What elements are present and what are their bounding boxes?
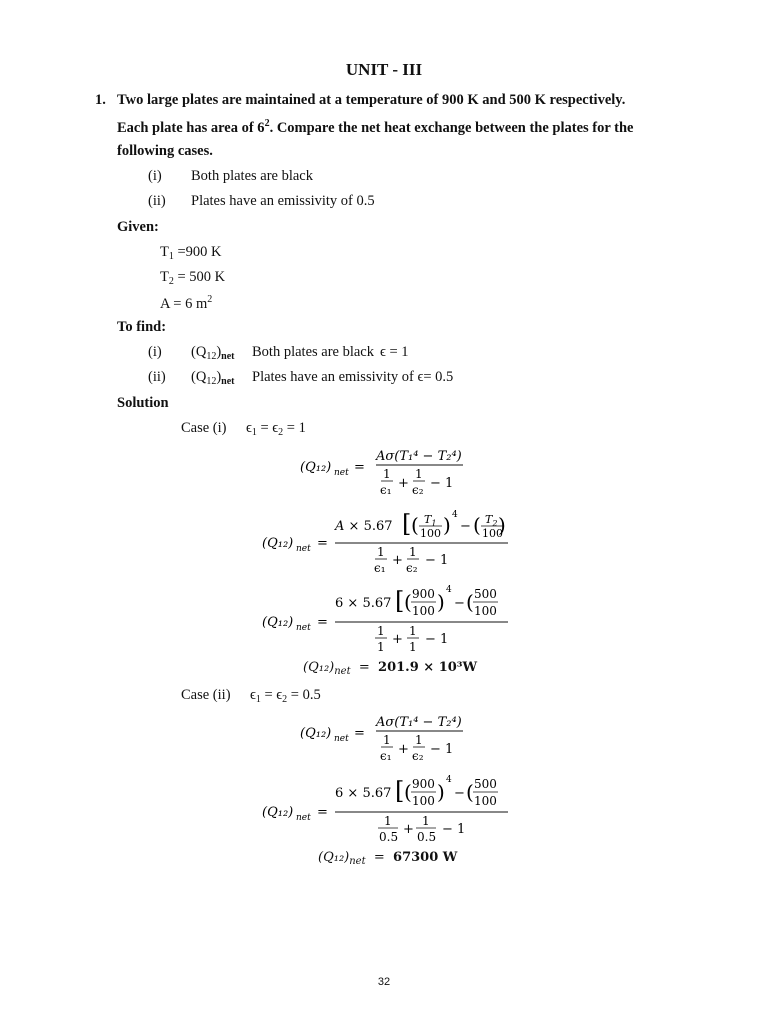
svg-text:6 × 5.67: 6 × 5.67 — [335, 596, 392, 611]
svg-text:net: net — [296, 544, 311, 554]
svg-text:+: + — [403, 822, 414, 837]
svg-text:100: 100 — [474, 604, 497, 618]
question-line-3: following cases. — [117, 143, 213, 159]
eq-lhs: (Q₁₂) — [300, 460, 332, 475]
value-500: 500 — [474, 587, 497, 601]
given-t1: $T_1 =900$ K — [160, 244, 222, 262]
svg-text:): ) — [498, 513, 506, 537]
svg-text:100: 100 — [412, 794, 435, 808]
svg-text:+: + — [398, 476, 409, 491]
svg-text:ϵ₂: ϵ₂ — [406, 561, 418, 575]
svg-text:(: ( — [473, 513, 481, 537]
value-900: 900 — [412, 587, 435, 601]
find-desc: Both plates are black — [252, 344, 374, 360]
case1-condition: $\epsilon_1 = \epsilon_2 = 1$ — [246, 420, 306, 438]
question-line-2: Each plate has area of $6^2$. Compare the net heat exchange between the plates for the — [117, 118, 634, 136]
svg-text:(Q₁₂): (Q₁₂) — [262, 536, 294, 551]
svg-text:ϵ₁: ϵ₁ — [374, 561, 386, 575]
svg-text:1: 1 — [415, 467, 423, 481]
find-number: (i) — [148, 344, 162, 360]
svg-text:[: [ — [395, 777, 405, 805]
svg-text:=: = — [354, 726, 365, 741]
svg-text:(Q₁₂): (Q₁₂) — [300, 726, 332, 741]
svg-text:0.5: 0.5 — [379, 830, 399, 844]
svg-text:1: 1 — [409, 640, 417, 654]
eq-net: net — [334, 468, 349, 478]
svg-text:T1: $T_1$ — [424, 513, 437, 528]
svg-text:1: 1 — [409, 624, 417, 638]
svg-text:4: 4 — [446, 775, 452, 785]
unit-title: UNIT - III — [345, 60, 423, 79]
svg-text:net: net — [296, 813, 311, 823]
page-number: 32 — [377, 976, 391, 988]
svg-text:+: + — [392, 553, 403, 568]
svg-text:[: [ — [402, 510, 412, 538]
svg-text:): ) — [437, 780, 445, 804]
svg-text:=: = — [354, 460, 365, 475]
svg-text:100: 100 — [420, 527, 441, 540]
svg-text:− 1: − 1 — [442, 822, 466, 837]
svg-text:6 × 5.67: 6 × 5.67 — [335, 786, 392, 801]
svg-text:(: ( — [411, 513, 419, 537]
question-number: 1. — [95, 92, 106, 108]
eq-numerator: Aσ(T₁⁴ − T₂⁴) — [376, 449, 462, 464]
solution-heading: Solution — [117, 395, 169, 411]
question-line-1: Two large plates are maintained at a temperature of 900 K and 500 K respectively. — [117, 92, 626, 108]
svg-text:− 1: − 1 — [430, 742, 454, 757]
svg-text:4: 4 — [452, 510, 458, 520]
svg-text:− 1: − 1 — [425, 632, 449, 647]
to-find-heading: To find: — [117, 319, 167, 335]
result-value: 67300 W — [393, 850, 458, 865]
svg-text:(Q₁₂): (Q₁₂) — [262, 615, 294, 630]
svg-text:−: − — [454, 786, 465, 801]
svg-text:(: ( — [404, 590, 412, 614]
find-cond: ϵ = 1 — [380, 344, 409, 360]
svg-text:1: 1 — [422, 814, 430, 828]
svg-text:500: 500 — [474, 777, 497, 791]
eq-eps2: ϵ₂ — [412, 483, 424, 497]
case2-label: Case (ii) — [181, 687, 231, 703]
svg-text:[: [ — [395, 587, 405, 615]
svg-text:): ) — [437, 590, 445, 614]
equation-general-case2 — [300, 710, 470, 764]
svg-text:−: − — [454, 596, 465, 611]
equation-expanded-case1 — [262, 505, 510, 575]
result-case1: $(Q_{12})_{net} = 201.9 \times 10^3W$ — [303, 660, 478, 677]
given-t2: $T_2 = 500$ K — [160, 269, 226, 287]
svg-text:=: = — [317, 536, 328, 551]
result-value: 201.9 × 10³W — [378, 660, 478, 675]
svg-text:(: ( — [404, 780, 412, 804]
svg-text:100: 100 — [474, 794, 497, 808]
case-number: (ii) — [148, 193, 166, 209]
svg-text:0.5: 0.5 — [417, 830, 437, 844]
svg-text:Aσ(T₁⁴ − T₂⁴): Aσ(T₁⁴ − T₂⁴) — [376, 715, 462, 730]
svg-text:A × 5.67: A × 5.67 — [335, 519, 393, 534]
find-desc: Plates have an emissivity of ϵ= 0.5 — [252, 369, 454, 385]
equation-numeric-case1 — [262, 580, 510, 654]
svg-text:1: 1 — [409, 545, 417, 559]
svg-text:+: + — [398, 742, 409, 757]
svg-text:1: 1 — [415, 733, 423, 747]
svg-text:net: net — [296, 623, 311, 633]
equation-general-case1 — [300, 444, 470, 498]
svg-text:− 1: − 1 — [425, 553, 449, 568]
svg-text:(: ( — [466, 590, 474, 614]
svg-text:=: = — [317, 805, 328, 820]
svg-text:1: 1 — [377, 640, 385, 654]
result-case2: $(Q_{12})_{net} = 67300$ W — [318, 850, 458, 867]
case1-label: Case (i) — [181, 420, 227, 436]
svg-text:1: 1 — [384, 814, 392, 828]
svg-text:100: 100 — [412, 604, 435, 618]
given-heading: Given: — [117, 219, 159, 235]
svg-text:+: + — [392, 632, 403, 647]
svg-text:1: 1 — [377, 624, 385, 638]
svg-text:ϵ₂: ϵ₂ — [412, 749, 424, 763]
svg-text:net: net — [334, 734, 349, 744]
svg-text:−: − — [460, 519, 471, 534]
svg-text:4: 4 — [446, 585, 452, 595]
svg-text:1: 1 — [383, 733, 391, 747]
svg-text:100: 100 — [482, 527, 503, 540]
given-area: A = 6 $m^2$ — [160, 294, 213, 312]
svg-text:(: ( — [466, 780, 474, 804]
svg-text:1: 1 — [377, 545, 385, 559]
equation-numeric-case2 — [262, 770, 510, 844]
eq-eps1: ϵ₁ — [380, 483, 392, 497]
case-text: Both plates are black — [191, 168, 313, 184]
case-number: (i) — [148, 168, 162, 184]
svg-text:1: 1 — [383, 467, 391, 481]
svg-text:T2: $T_2$ — [485, 513, 498, 528]
case-text: Plates have an emissivity of 0.5 — [191, 193, 375, 209]
case2-condition: $\epsilon_1 = \epsilon_2 = 0.5$ — [250, 687, 321, 705]
svg-text:(Q₁₂): (Q₁₂) — [262, 805, 294, 820]
svg-text:=: = — [317, 615, 328, 630]
svg-text:− 1: − 1 — [430, 476, 454, 491]
svg-text:): ) — [443, 513, 451, 537]
find-number: (ii) — [148, 369, 166, 385]
svg-text:900: 900 — [412, 777, 435, 791]
svg-text:ϵ₁: ϵ₁ — [380, 749, 392, 763]
find-quantity: $(Q_{12})_{net}$ — [191, 369, 235, 387]
find-quantity: $(Q_{12})_{net}$ — [191, 344, 235, 362]
